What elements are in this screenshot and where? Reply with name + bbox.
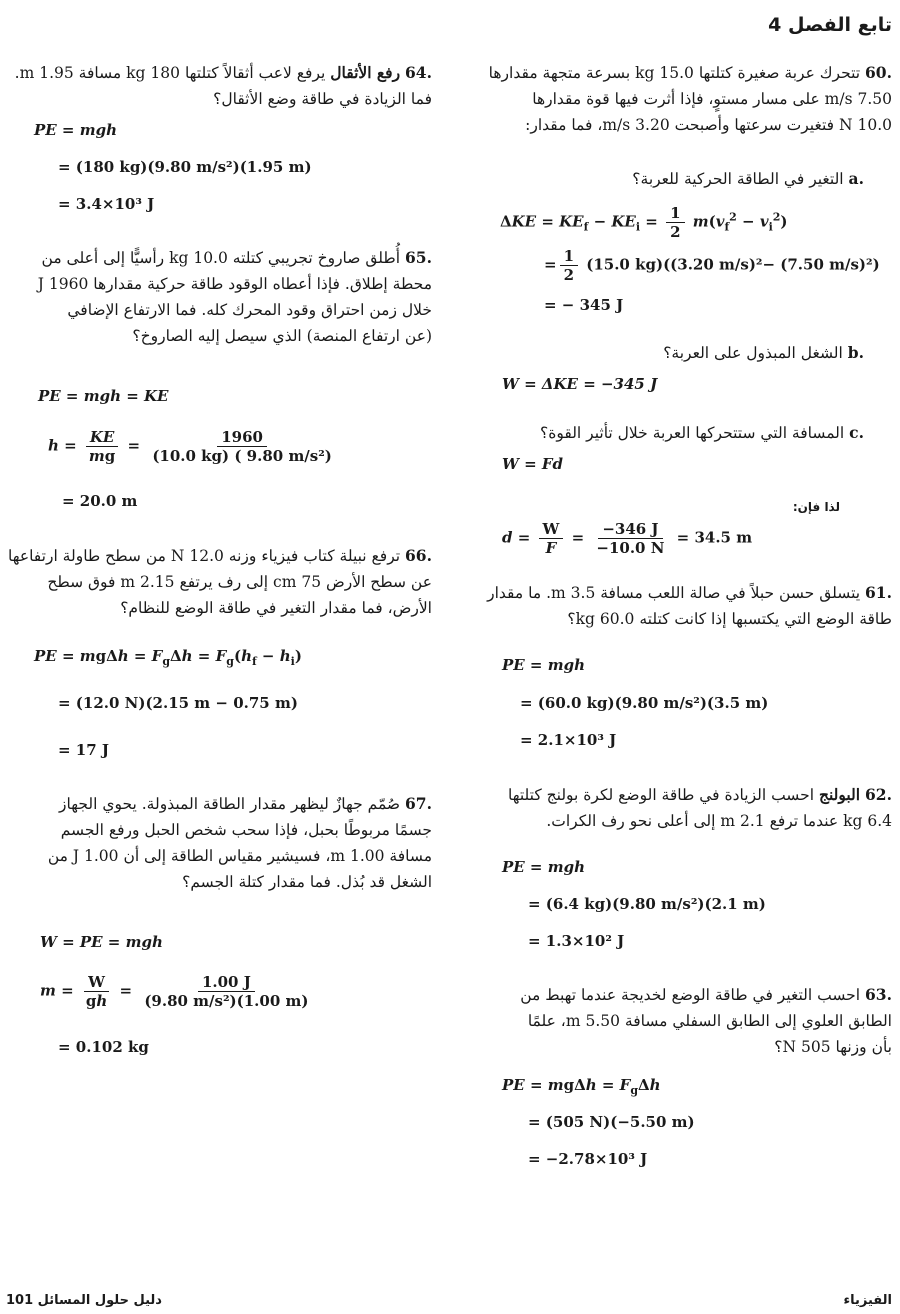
footer-subject: الفيزياء	[843, 1293, 892, 1308]
problem-66: .66 ترفع نبيلة كتاب فيزياء وزنه 12.0 N من سطح طاولة ارتفاعها عن سطح الأرض 75 cm إلى رف يرتفع 2.15 m فوق سطح الأرض، فما مقدار التغير في طاقة الوضع للنظام؟	[7, 546, 432, 617]
equation-63-2: = (505 N)(−5.50 m)	[528, 1113, 695, 1131]
problem-67: .67 صُمّم جهازٌ ليظهر مقدار الطاقة المبذولة. يحوي الجهاز جسمًا مربوطًا بحبل، فإذا سحب شخص الحبل ورفع الجسم مسافة 1.00 m، فسيشير مقياس الطاقة إلى أن 1.00 J من الشغل قد بُذل. فما مقدار كتلة الجسم؟	[47, 794, 432, 891]
equation-64-3: = 3.4×10³ J	[58, 195, 155, 213]
chapter-heading: تابع الفصل 4	[768, 14, 892, 36]
equation-65-1: PE = mgh = KE	[38, 387, 169, 405]
problem-64: .64 رفع الأثقال يرفع لاعب أثقالاً كتلتها 180 kg مسافة 1.95 m. فما الزيادة في طاقة وضع الأثقال؟	[14, 63, 432, 108]
equation-62-2: = (6.4 kg)(9.80 m/s²)(2.1 m)	[528, 895, 766, 913]
equation-63-1: PE = $mg\Delta h = F_g\Delta h$	[502, 1076, 661, 1097]
problem-60b-question: .b الشغل المبذول على العربة؟	[663, 343, 864, 362]
equation-62-1: PE = mgh	[502, 858, 585, 876]
equation-61-2: = (60.0 kg)(9.80 m/s²)(3.5 m)	[520, 694, 769, 712]
therefore-label: لذا فإن:	[792, 500, 840, 514]
equation-66-3: = 17 J	[58, 741, 109, 759]
equation-66-2: = (12.0 N)(2.15 m − 0.75 m)	[58, 694, 298, 712]
problem-61: .61 يتسلق حسن حبلاً في صالة اللعب مسافة 3.5 m. ما مقدار طاقة الوضع التي يكتسبها إذا كانت كتلته 60.0 kg؟	[487, 583, 892, 628]
equation-62-3: = 1.3×10² J	[528, 932, 625, 950]
problem-60: .60 تتحرك عربة صغيرة كتلتها 15.0 kg بسرعة متجهة مقدارها 7.50 m/s على مسار مستوٍ، فإذا أثرت فيها قوة مقدارها 10.0 N فتغيرت سرعتها وأصبحت 3.20 m/s، فما مقدار:	[488, 63, 892, 134]
equation-65-2: h = $\frac{KE}{mg}$ = $\frac{1960}{\text{(10.0 kg) ( 9.80 m/s²)}}$	[48, 428, 332, 465]
problem-number: .60	[865, 63, 892, 82]
problem-60c-question: .c المسافة التي ستتحركها العربة خلال تأثير القوة؟	[540, 423, 864, 442]
equation-65-3: = 20.0 m	[62, 492, 138, 510]
equation-63-3: = −2.78×10³ J	[528, 1150, 648, 1168]
equation-64-1: PE = mgh	[34, 121, 117, 139]
problem-63: .63 احسب التغير في طاقة الوضع لخديجة عندما تهبط من الطابق العلوي إلى الطابق السفلي مسافة 5.50 m، علمًا بأن وزنها 505 N؟	[520, 985, 892, 1056]
problem-65: .65 أُطلق صاروخ تجريبي كتلته 10.0 kg رأسيًّا إلى أعلى من محطة إطلاق. فإذا أعطاه الوقود طاقة حركية مقدارها 1960 J خلال زمن احتراق وقود المحرك كله. فما الارتفاع الإضافي (عن ارتفاع المنصة) الذي سيصل إليه الصاروخ؟	[37, 248, 432, 345]
equation-67-3: = 0.102 kg	[58, 1038, 149, 1056]
equation-60a-3: = − 345 J	[544, 296, 624, 314]
equation-66-1: PE = $mg\Delta h = F_g\Delta h = F_g(h_f - h_i)$	[34, 647, 302, 668]
equation-64-2: = (180 kg)(9.80 m/s²)(1.95 m)	[58, 158, 312, 176]
equation-60c-2: d = $\frac{W}{F}$ = $\frac{-346 J}{-10.0 N}$ = 34.5 m	[502, 520, 753, 557]
equation-60a-1: $\Delta KE = KE_f - KE_i$ = $\frac{1}{2}$ $m(v_f^2 - v_i^2)$	[500, 204, 788, 241]
problem-60a-question: .a التغير في الطاقة الحركية للعربة؟	[632, 169, 864, 188]
equation-61-3: = 2.1×10³ J	[520, 731, 617, 749]
equation-60a-2: = $\frac{1}{2}$ (15.0 kg)((3.20 m/s)²− (7.50 m/s)²)	[544, 247, 880, 284]
footer-guide-page: دليل حلول المسائل 101	[6, 1293, 162, 1308]
equation-67-2: m = $\frac{W}{gh}$ = $\frac{1.00 J}{\text{(9.80 m/s²)(1.00 m)}}$	[40, 973, 309, 1010]
equation-61-1: PE = mgh	[502, 656, 585, 674]
equation-60c-1: W = Fd	[502, 455, 563, 473]
problem-62: .62 البولنج احسب الزيادة في طاقة الوضع لكرة بولنج كتلتها 6.4 kg عندما ترفع 2.1 m إلى أعلى نحو رف الكرات.	[507, 785, 892, 830]
equation-60b: W = ΔKE = −345 J	[502, 375, 658, 393]
equation-67-1: W = PE = mgh	[40, 933, 163, 951]
